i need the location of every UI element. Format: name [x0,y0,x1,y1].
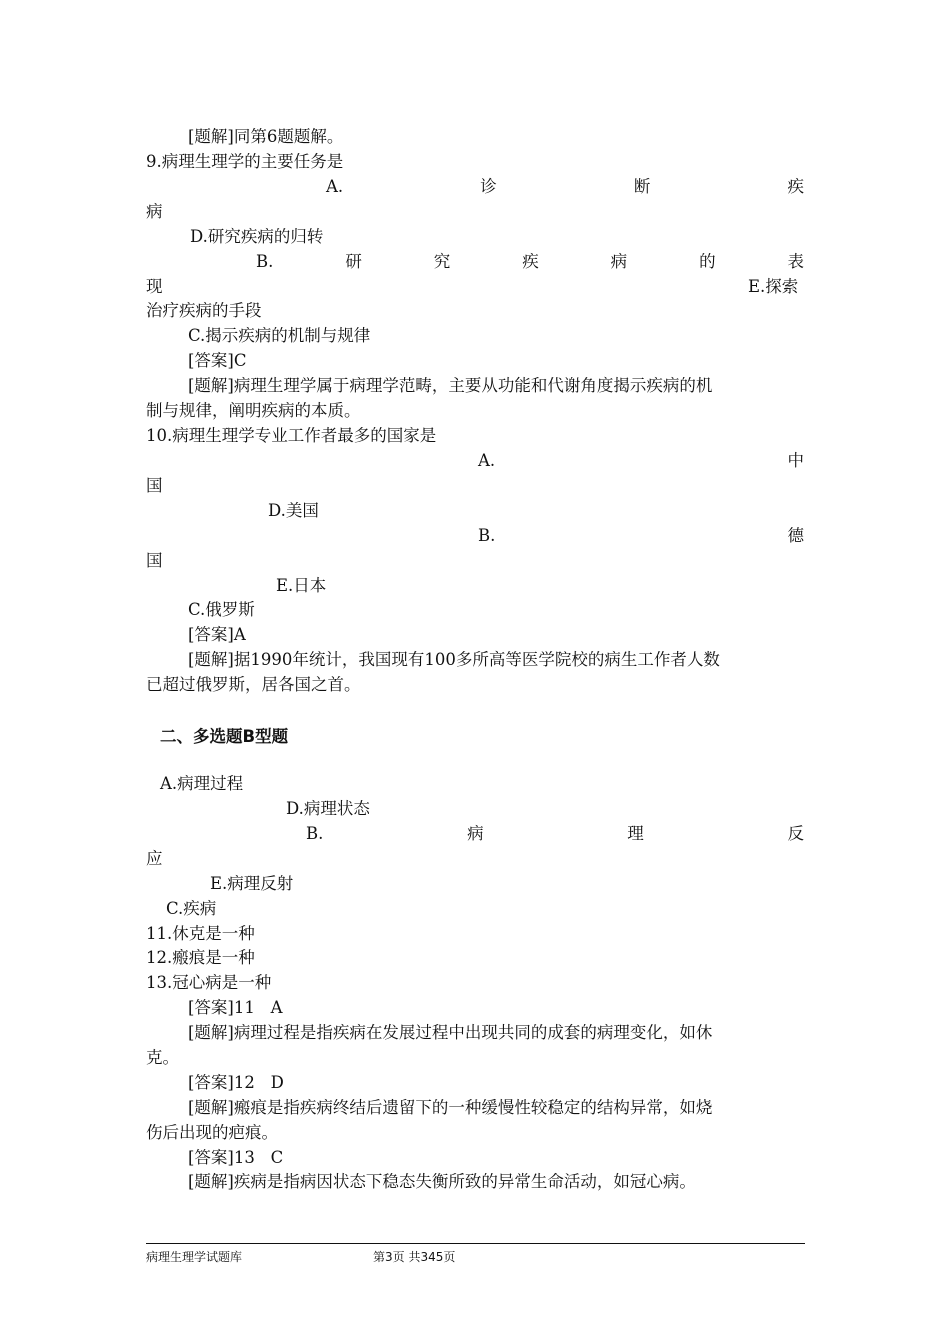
answer-line: [答案]C [188,351,247,370]
option-text: 究 [433,252,451,271]
option-text: 疾 [787,177,804,196]
option-text: 现 [146,277,163,296]
answer-line: [答案]11 A [188,998,283,1017]
explanation-line: [题解]病理生理学属于病理学范畴，主要从功能和代谢角度揭示疾病的机 [188,376,713,395]
option-text: 中 [787,451,804,470]
option-line [256,251,804,273]
answer-line: [答案]A [188,625,246,644]
option-text: C.揭示疾病的机制与规律 [188,326,371,345]
option-text: 表 [787,252,804,271]
explanation-line: 克。 [146,1048,179,1067]
option-text: 国 [146,476,163,495]
explanation-line: [题解]据1990年统计，我国现有100多所高等医学院校的病生工作者人数 [188,650,720,669]
explanation-line: 已超过俄罗斯，居各国之首。 [146,675,361,694]
option-text: 研 [345,252,362,271]
option-text: 德 [787,526,804,545]
option-text: 病 [610,252,628,271]
option-text: B. [478,526,496,545]
section-heading: 二、多选题B型题 [160,727,289,746]
option-text: 的 [699,252,716,271]
option-text: A. [478,451,496,470]
option-text: B. [306,824,324,843]
option-text: D.美国 [268,501,319,520]
option-text: D.病理状态 [286,799,370,818]
option-text: 诊 [480,177,497,196]
explanation-line: 制与规律，阐明疾病的本质。 [146,401,361,420]
footer-title: 病理生理学试题库 [146,1250,243,1264]
explanation-line: [题解]瘢痕是指疾病终结后遗留下的一种缓慢性较稳定的结构异常，如烧 [188,1098,713,1117]
option-text: 疾 [522,252,539,271]
option-text: A. [326,177,344,196]
question-11: 11.休克是一种 [146,924,255,943]
option-text: 理 [627,824,644,843]
option-text: 反 [787,824,804,843]
explanation-line: [题解]疾病是指病因状态下稳态失衡所致的异常生命活动，如冠心病。 [188,1172,696,1191]
option-text: 病 [146,202,163,221]
footer-divider [146,1243,805,1244]
explanation-line: [题解]同第6题题解。 [188,127,344,146]
footer-page-number: 第3页 共345页 [373,1250,456,1264]
explanation-line: 伤后出现的疤痕。 [146,1123,278,1142]
option-line [478,525,804,547]
option-text: E.日本 [276,576,327,595]
option-text: E.探索 [748,277,799,296]
option-text: 治疗疾病的手段 [146,301,262,320]
option-text: C.俄罗斯 [188,600,255,619]
explanation-line: [题解]病理过程是指疾病在发展过程中出现共同的成套的病理变化，如休 [188,1023,713,1042]
option-text: 病 [467,824,484,843]
option-text: C.疾病 [166,899,217,918]
answer-line: [答案]13 C [188,1148,284,1167]
option-text: A.病理过程 [160,774,244,793]
option-text: D.研究疾病的归转 [190,227,324,246]
option-text: E.病理反射 [210,874,294,893]
option-line [306,823,804,845]
answer-line: [答案]12 D [188,1073,284,1092]
option-text: 应 [146,849,163,868]
question-10: 10.病理生理学专业工作者最多的国家是 [146,426,437,445]
option-text: 断 [633,177,651,196]
question-9: 9.病理生理学的主要任务是 [146,152,344,171]
question-12: 12.瘢痕是一种 [146,948,255,967]
option-text: 国 [146,551,163,570]
question-13: 13.冠心病是一种 [146,973,272,992]
option-text: B. [256,252,274,271]
option-line [478,450,804,472]
option-line [326,176,804,198]
